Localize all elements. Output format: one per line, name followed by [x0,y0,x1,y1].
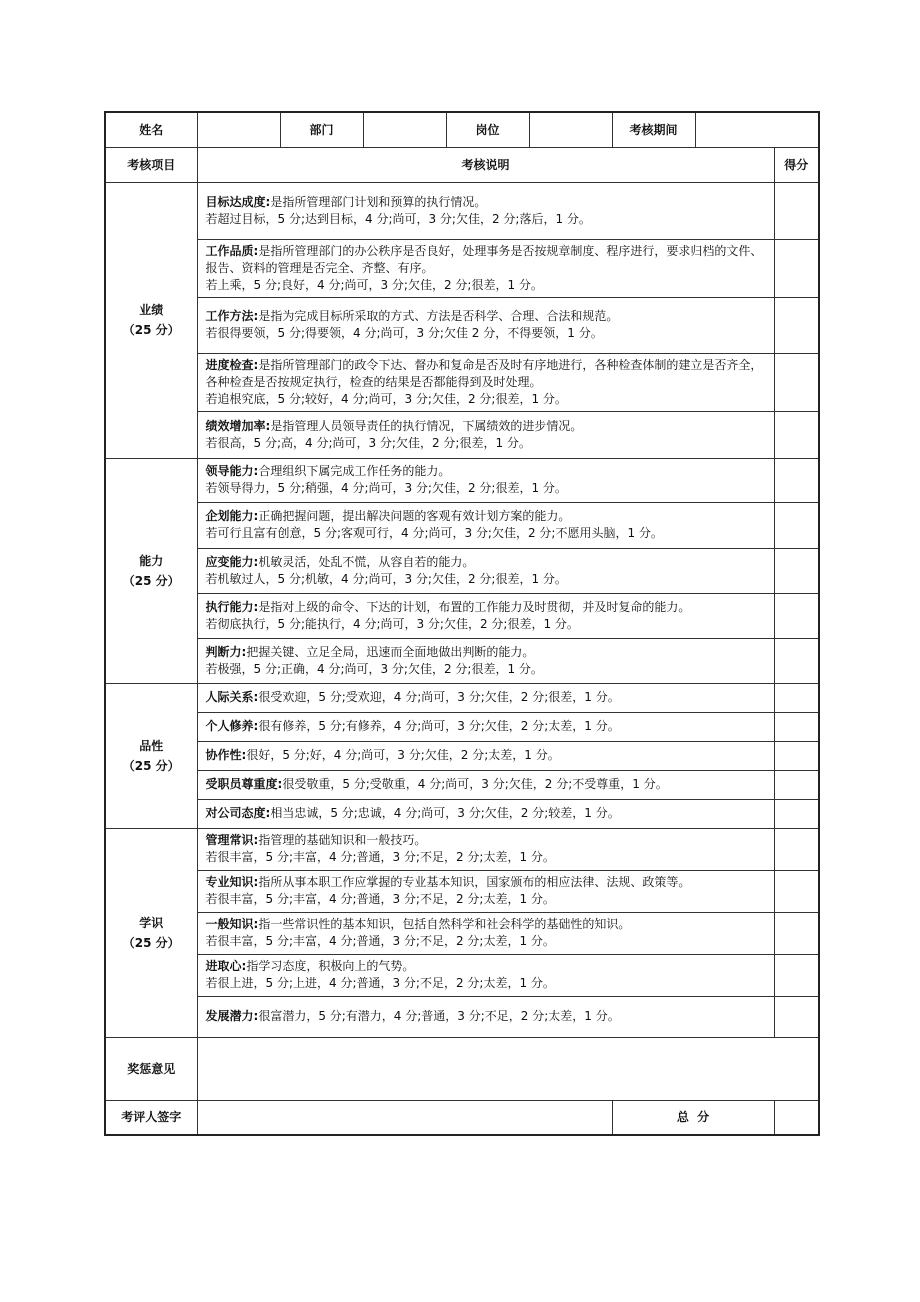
dept-field[interactable] [363,112,446,147]
dept-label: 部门 [280,112,363,147]
criterion-name: 对公司态度: [205,806,271,820]
evaluation-form [104,111,815,1136]
score-field[interactable] [774,996,819,1037]
criterion-scale: 若领导得力，5 分;稍强，4 分;尚可，3 分;欠佳，2 分;很差，1 分。 [205,481,567,495]
criterion-definition [206,874,768,891]
score-field[interactable] [774,593,819,638]
criterion-description: 指管理的基础知识和一般技巧。 [258,833,427,847]
item-row [105,182,819,239]
criterion-cell [197,799,774,828]
score-field[interactable] [774,411,819,458]
criterion-cell [197,458,774,502]
criterion-cell [197,954,774,996]
total-score-field[interactable] [774,1100,819,1135]
criterion-definition [206,243,768,277]
item-row [105,770,819,799]
criterion-scale: 若可行且富有创意，5 分;客观可行，4 分;尚可，3 分;欠佳，2 分;不愿用头脑，1 分。 [205,526,663,540]
criterion-name: 领导能力: [205,464,259,478]
category-weight: （25 分） [122,758,180,773]
score-field[interactable] [774,502,819,548]
criterion-definition [206,776,768,793]
criterion-scale: 若很高，5 分;高，4 分;尚可，3 分;欠佳，2 分;很差，1 分。 [205,435,531,450]
item-row [105,353,819,411]
criterion-definition [206,689,768,706]
criterion-definition [206,747,768,764]
score-field[interactable] [774,870,819,912]
criterion-scale: 若上乘，5 分;良好，4 分;尚可，3 分;欠佳，2 分;很差，1 分。 [205,277,543,292]
criterion-scale: 若机敏过人，5 分;机敏，4 分;尚可，3 分;欠佳，2 分;很差，1 分。 [205,571,567,586]
criterion-name: 个人修养: [205,719,259,733]
criterion-cell [197,996,774,1037]
criterion-definition [206,463,768,480]
criterion-cell [197,353,774,411]
reward-label: 奖惩意见 [105,1037,197,1100]
criterion-definition [206,1008,768,1025]
criterion-cell [197,683,774,712]
score-field[interactable] [774,182,819,239]
criterion-cell [197,912,774,954]
criterion-cell [197,548,774,593]
criterion-definition [206,357,768,391]
score-field[interactable] [774,548,819,593]
period-field[interactable] [695,112,819,147]
category-cell [105,182,197,458]
item-row [105,683,819,712]
score-field[interactable] [774,712,819,741]
score-field[interactable] [774,458,819,502]
reward-field[interactable] [197,1037,819,1100]
reward-row [105,1037,819,1100]
criterion-scale: 若彻底执行，5 分;能执行，4 分;尚可，3 分;欠佳，2 分;很差，1 分。 [205,616,579,631]
criterion-name: 专业知识: [205,875,259,889]
signature-row [105,1100,819,1135]
post-field[interactable] [529,112,612,147]
score-field[interactable] [774,638,819,683]
item-row [105,593,819,638]
criterion-cell [197,870,774,912]
col-desc-header: 考核说明 [197,147,774,182]
criterion-cell [197,828,774,870]
criterion-cell [197,741,774,770]
category-title: 学识 [139,915,164,930]
score-field[interactable] [774,799,819,828]
criterion-description: 是指对上级的命令、下达的计划，布置的工作能力及时贯彻，并及时复命的能力。 [258,599,691,614]
criterion-scale: 若很丰富，5 分;丰富，4 分;普通，3 分;不足，2 分;太差，1 分。 [205,850,555,864]
criterion-description: 很富潜力，5 分;有潜力，4 分;普通，3 分;不足，2 分;太差，1 分。 [258,1009,620,1023]
item-row [105,741,819,770]
score-field[interactable] [774,828,819,870]
score-field[interactable] [774,297,819,353]
criterion-description: 很好，5 分;好，4 分;尚可，3 分;欠佳，2 分;太差，1 分。 [246,748,560,762]
criterion-name: 协作性: [205,748,247,762]
criterion-description: 很有修养，5 分;有修养，4 分;尚可，3 分;欠佳，2 分;太差，1 分。 [258,719,620,733]
item-row [105,411,819,458]
category-weight: （25 分） [122,935,180,950]
item-row [105,638,819,683]
item-row [105,239,819,297]
item-row [105,799,819,828]
criterion-cell [197,712,774,741]
criterion-name: 一般知识: [205,917,259,931]
criterion-name: 进取心: [205,959,247,973]
criterion-definition [206,718,768,735]
criterion-description: 指所从事本职工作应掌握的专业基本知识，国家颁布的相应法律、法规、政策等。 [258,875,691,889]
criterion-definition [206,599,768,616]
criterion-scale: 若很得要领，5 分;得要领，4 分;尚可，3 分;欠佳 2 分，不得要领，1 分。 [205,326,603,340]
score-field[interactable] [774,912,819,954]
item-row [105,912,819,954]
col-score-header: 得分 [774,147,819,182]
score-field[interactable] [774,954,819,996]
criterion-description: 把握关键、立足全局，迅速而全面地做出判断的能力。 [246,644,535,659]
category-title: 能力 [139,553,164,568]
evaluation-table [104,111,820,1136]
criterion-cell [197,770,774,799]
item-row [105,870,819,912]
criterion-scale: 若极强，5 分;正确，4 分;尚可，3 分;欠佳，2 分;很差，1 分。 [205,661,543,676]
post-label: 岗位 [446,112,529,147]
item-row [105,297,819,353]
category-rows [105,182,819,1037]
score-field[interactable] [774,770,819,799]
item-row [105,548,819,593]
name-field[interactable] [197,112,280,147]
signer-label: 考评人签字 [105,1100,197,1135]
signer-field[interactable] [197,1100,612,1135]
criterion-description: 机敏灵活，处乱不慌，从容自若的能力。 [258,554,475,569]
category-weight: （25 分） [122,573,180,588]
criterion-definition [206,308,768,325]
criterion-name: 绩效增加率: [205,418,271,433]
criterion-definition [206,832,768,849]
category-title: 业绩 [139,303,164,317]
criterion-cell [197,182,774,239]
period-label: 考核期间 [612,112,695,147]
criterion-name: 执行能力: [205,599,259,614]
item-row [105,502,819,548]
criterion-scale: 若追根究底，5 分;较好，4 分;尚可，3 分;欠佳，2 分;很差，1 分。 [205,391,567,406]
criterion-description: 指学习态度，积极向上的气势。 [246,959,415,973]
criterion-definition [206,958,768,975]
criterion-definition [206,805,768,822]
criterion-scale: 若很丰富，5 分;丰富，4 分;普通，3 分;不足，2 分;太差，1 分。 [205,934,555,948]
criterion-description: 是指所管理部门的政令下达、督办和复命是否及时有序地进行，各种检查体制的建立是否齐全，各种检查是否按规定执行，检查的结果是否都能得到及时处理。 [205,357,763,389]
criterion-definition [206,508,768,525]
criterion-description: 指一些常识性的基本知识，包括自然科学和社会科学的基础性的知识。 [258,917,631,931]
criterion-name: 进度检查: [205,357,259,372]
criterion-description: 很受欢迎，5 分;受欢迎，4 分;尚可，3 分;欠佳，2 分;很差，1 分。 [258,690,620,704]
criterion-description: 是指所管理部门的办公秩序是否良好，处理事务是否按规章制度、程序进行，要求归档的文件、报告、资料的管理是否完全、齐整、有序。 [205,243,763,275]
item-row [105,828,819,870]
criterion-name: 工作品质: [205,243,259,258]
name-label: 姓名 [105,112,197,147]
criterion-cell [197,411,774,458]
category-cell [105,828,197,1037]
score-field[interactable] [774,741,819,770]
criterion-description: 是指管理人员领导责任的执行情况，下属绩效的进步情况。 [270,418,583,433]
col-item-header: 考核项目 [105,147,197,182]
criterion-cell [197,638,774,683]
criterion-name: 判断力: [205,644,247,659]
item-row [105,712,819,741]
column-header-row [105,147,819,182]
criterion-cell [197,297,774,353]
criterion-cell [197,239,774,297]
criterion-name: 应变能力: [205,554,259,569]
criterion-scale: 若很上进，5 分;上进，4 分;普通，3 分;不足，2 分;太差，1 分。 [205,976,555,990]
criterion-name: 企划能力: [205,509,259,523]
criterion-scale: 若很丰富，5 分;丰富，4 分;普通，3 分;不足，2 分;太差，1 分。 [205,892,555,906]
total-label: 总 分 [612,1100,774,1135]
criterion-cell [197,593,774,638]
item-row [105,954,819,996]
criterion-scale: 若超过目标，5 分;达到目标，4 分;尚可，3 分;欠佳，2 分;落后，1 分。 [205,211,591,226]
criterion-definition [206,916,768,933]
criterion-description: 正确把握问题，提出解决问题的客观有效计划方案的能力。 [258,509,571,523]
criterion-description: 是指所管理部门计划和预算的执行情况。 [270,194,487,209]
criterion-name: 人际关系: [205,690,259,704]
category-weight: （25 分） [122,323,180,337]
item-row [105,996,819,1037]
criterion-definition [206,194,768,211]
criterion-description: 相当忠诚，5 分;忠诚，4 分;尚可，3 分;欠佳，2 分;较差，1 分。 [270,806,620,820]
criterion-definition [206,418,768,435]
criterion-description: 很受敬重，5 分;受敬重，4 分;尚可，3 分;欠佳，2 分;不受尊重，1 分。 [282,777,668,791]
criterion-name: 受职员尊重度: [205,777,283,791]
score-field[interactable] [774,239,819,297]
category-cell [105,458,197,683]
criterion-definition [206,554,768,571]
criterion-definition [206,644,768,661]
score-field[interactable] [774,683,819,712]
category-title: 品性 [139,738,164,753]
criterion-name: 管理常识: [205,833,259,847]
header-row [105,112,819,147]
score-field[interactable] [774,353,819,411]
criterion-name: 目标达成度: [205,194,271,209]
item-row [105,458,819,502]
criterion-name: 工作方法: [205,309,259,323]
criterion-cell [197,502,774,548]
category-cell [105,683,197,828]
criterion-description: 合理组织下属完成工作任务的能力。 [258,464,451,478]
criterion-description: 是指为完成目标所采取的方式、方法是否科学、合理、合法和规范。 [258,309,619,323]
criterion-name: 发展潜力: [205,1009,259,1023]
